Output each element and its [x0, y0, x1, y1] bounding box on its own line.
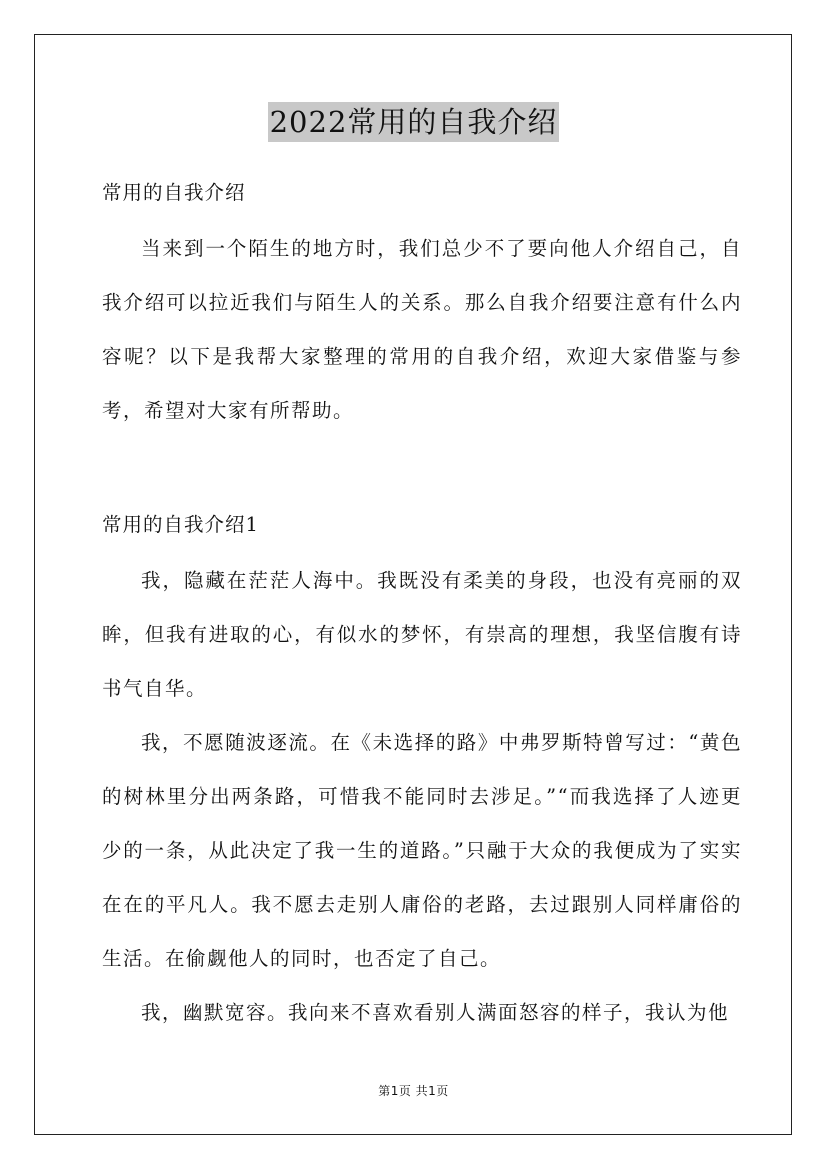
title-container	[0, 102, 827, 142]
section1-paragraph-2: 我，不愿随波逐流。在《未选择的路》中弗罗斯特曾写过：“黄色的树林里分出两条路，可惜我不能同时去涉足。”“而我选择了人迹更少的一条，从此决定了我一生的道路。”只融于大众的我便成为了实实在在的平凡人。我不愿去走别人庸俗的老路，去过跟别人同样庸俗的生活。在偷觑他人的同时，也否定了自己。	[102, 731, 742, 970]
document-body	[102, 172, 742, 1040]
section1-paragraph-3: 我，幽默宽容。我向来不喜欢看别人满面怒容的样子，我认为他	[141, 1001, 730, 1024]
document-title: 2022常用的自我介绍	[268, 102, 560, 142]
intro-paragraph: 当来到一个陌生的地方时，我们总少不了要向他人介绍自己，自我介绍可以拉近我们与陌生人的关系。那么自我介绍要注意有什么内容呢？以下是我帮大家整理的常用的自我介绍，欢迎大家借鉴与参考，希望对大家有所帮助。	[102, 237, 742, 422]
page-footer	[0, 1082, 827, 1099]
page-number: 第1页 共1页	[378, 1084, 449, 1098]
intro-heading: 常用的自我介绍	[102, 181, 246, 204]
section1-paragraph-1: 我，隐藏在茫茫人海中。我既没有柔美的身段，也没有亮丽的双眸，但我有进取的心，有似水的梦怀，有崇高的理想，我坚信腹有诗书气自华。	[102, 569, 742, 700]
section1-heading: 常用的自我介绍1	[102, 513, 259, 536]
